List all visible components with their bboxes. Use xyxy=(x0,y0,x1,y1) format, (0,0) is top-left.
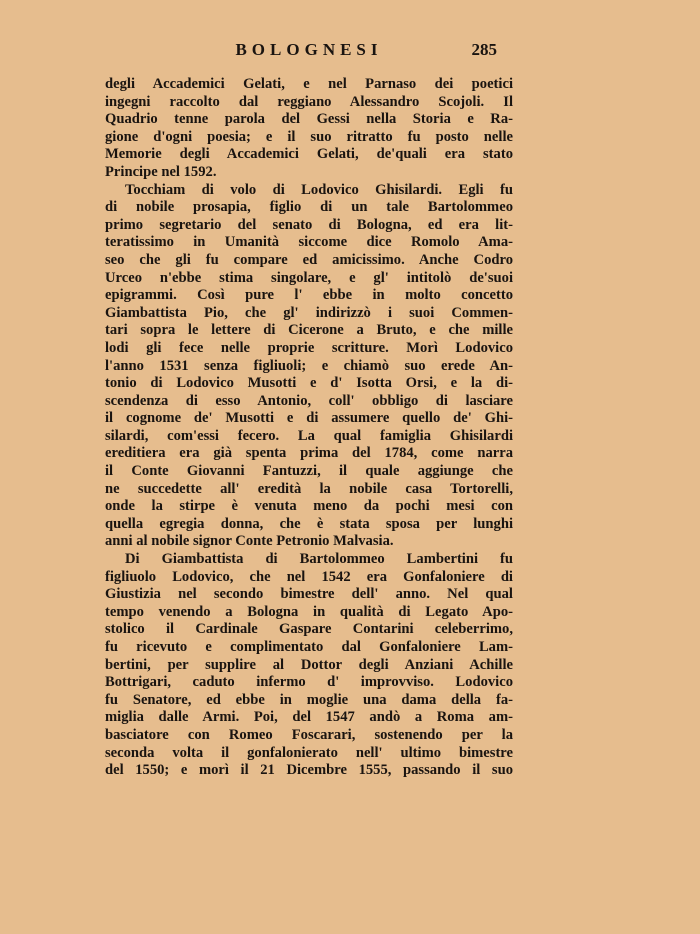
text-line: teratissimo in Umanità siccome dice Romolo Ama- xyxy=(105,234,513,251)
text-line: bertini, per supplire al Dottor degli Anziani Achille xyxy=(105,656,513,673)
text-line: scendenza di esso Antonio, coll' obbligo di lasciare xyxy=(105,392,513,409)
paragraph-first-line: Di Giambattista di Bartolommeo Lambertini fu xyxy=(125,551,513,568)
text-line: tempo venendo a Bologna in qualità di Legato Apo- xyxy=(105,603,513,620)
text-line: seconda volta il gonfalonierato nell' ultimo bimestre xyxy=(105,744,513,761)
text-line: quella egregia donna, che è stata sposa per lunghi xyxy=(105,515,513,532)
text-line: gione d'ogni poesia; e il suo ritratto fu posto nelle xyxy=(105,128,513,145)
text-line: silardi, com'essi fecero. La qual famiglia Ghisilardi xyxy=(105,427,513,444)
text-line: onde la stirpe è venuta meno da pochi mesi con xyxy=(105,498,513,515)
text-line: figliuolo Lodovico, che nel 1542 era Gonfaloniere di xyxy=(105,568,513,585)
text-line: Quadrio tenne parola del Gessi nella Storia e Ra- xyxy=(105,111,513,128)
text-line: primo segretario del senato di Bologna, ed era lit- xyxy=(105,216,513,233)
text-line: tonio di Lodovico Musotti e d' Isotta Orsi, e la di- xyxy=(105,375,513,392)
text-line: Giambattista Pio, che gl' indirizzò i suoi Commen- xyxy=(105,304,513,321)
text-line: del 1550; e morì il 21 Dicembre 1555, passando il suo xyxy=(105,762,513,779)
text-line: tari sopra le lettere di Cicerone a Bruto, e che mille xyxy=(105,322,513,339)
text-line: ne succedette all' eredità la nobile casa Tortorelli, xyxy=(105,480,513,497)
running-title: BOLOGNESI xyxy=(235,40,383,59)
text-line: ingegni raccolto dal reggiano Alessandro Scojoli. Il xyxy=(105,93,513,110)
text-line: Principe nel 1592. xyxy=(105,163,217,180)
text-line: di nobile prosapia, figlio di un tale Bartolommeo xyxy=(105,199,513,216)
paragraph-first-line: Tocchiam di volo di Lodovico Ghisilardi. Egli fu xyxy=(125,181,513,198)
body-text xyxy=(105,76,513,780)
text-line: Bottrigari, caduto infermo d' improvviso. Lodovico xyxy=(105,674,513,691)
text-line: anni al nobile signor Conte Petronio Malvasia. xyxy=(105,533,394,550)
text-line: Giustizia nel secondo bimestre dell' anno. Nel qual xyxy=(105,586,513,603)
text-line: epigrammi. Così pure l' ebbe in molto concetto xyxy=(105,287,513,304)
book-page xyxy=(105,38,513,780)
text-line: fu ricevuto e complimentato dal Gonfaloniere Lam- xyxy=(105,639,513,655)
text-line: seo che gli fu compare ed amicissimo. Anche Codro xyxy=(105,251,513,268)
text-line: l'anno 1531 senza figliuoli; e chiamò suo erede An- xyxy=(105,357,513,374)
text-line: il Conte Giovanni Fantuzzi, il quale aggiunge che xyxy=(105,463,513,480)
text-line: il cognome de' Musotti e di assumere quello de' Ghi- xyxy=(105,410,513,427)
page-header xyxy=(105,38,513,64)
text-line: ereditiera era già spenta prima del 1784, come narra xyxy=(105,445,513,462)
text-line: Urceo n'ebbe stima singolare, e gl' intitolò de'suoi xyxy=(105,269,513,286)
page-number: 285 xyxy=(471,40,497,59)
text-line: lodi gli fece nelle proprie scritture. Morì Lodovico xyxy=(105,339,513,356)
text-line: degli Accademici Gelati, e nel Parnaso dei poetici xyxy=(105,76,513,92)
text-line: fu Senatore, ed ebbe in moglie una dama della fa- xyxy=(105,691,513,708)
text-line: stolico il Cardinale Gaspare Contarini celeberrimo, xyxy=(105,621,513,638)
text-line: miglia dalle Armi. Poi, del 1547 andò a Roma am- xyxy=(105,709,513,726)
text-line: basciatore con Romeo Foscarari, sostenendo per la xyxy=(105,726,513,743)
text-line: Memorie degli Accademici Gelati, de'quali era stato xyxy=(105,146,513,163)
